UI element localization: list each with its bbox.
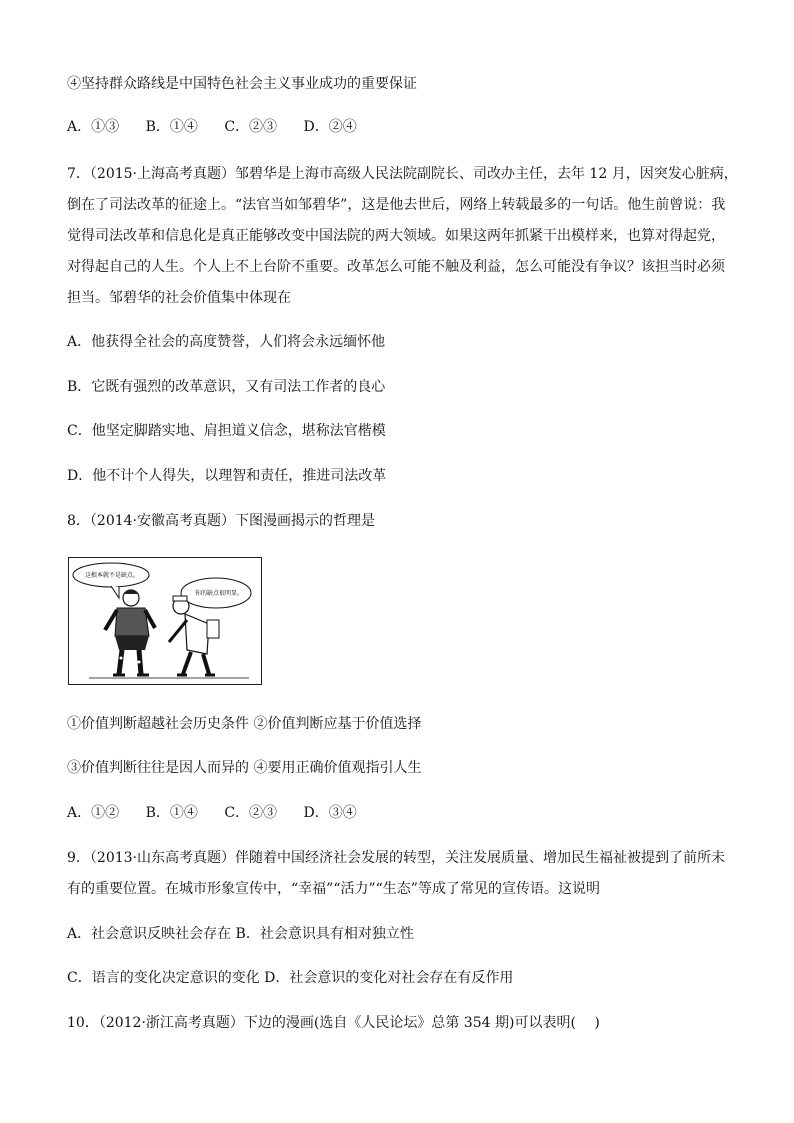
option-4-text: ④坚持群众路线是中国特色社会主义事业成功的重要保证 — [67, 76, 417, 92]
option-c[interactable]: C．②③ — [224, 119, 278, 135]
option-d[interactable]: D．③④ — [303, 805, 357, 821]
q7-option-b[interactable]: B．它既有强烈的改革意识，又有司法工作者的良心 — [67, 379, 386, 395]
q8-answer-options — [67, 801, 734, 825]
option-b[interactable]: B．①④ — [145, 805, 198, 821]
q7-stem-line-1: 7．（2015·上海高考真题）邹碧华是上海市高级人民法院副院长、司改办主任，去年 12 月，因突发心脏病， — [67, 166, 738, 182]
q8-cartoon-image — [68, 557, 262, 685]
option-d[interactable]: D．②④ — [303, 119, 357, 135]
option-b[interactable]: B．①④ — [145, 119, 198, 135]
q7-option-d[interactable]: D．他不计个人得失，以理智和责任，推进司法改革 — [67, 468, 387, 484]
q7-stem-line-2: 倒在了司法改革的征途上。“法官当如邹碧华”，这是他去世后，网络上转载最多的一句话。他生前曾说：我 — [67, 197, 726, 213]
q8-statement-1-2: ①价值判断超越社会历史条件 ②价值判断应基于价值选择 — [67, 716, 422, 732]
q9-options-c-d[interactable]: C．语言的变化决定意识的变化 D．社会意识的变化对社会存在有反作用 — [67, 970, 514, 986]
option-a[interactable]: A．①② — [67, 805, 120, 821]
q8-stem: 8．（2014·安徽高考真题）下图漫画揭示的哲理是 — [67, 513, 375, 529]
q7-option-c[interactable]: C．他坚定脚踏实地、肩担道义信念，堪称法官楷模 — [67, 423, 386, 439]
q9-stem-line-1: 9．（2013·山东高考真题）伴随着中国经济社会发展的转型，关注发展质量、增加民生福祉被提到了前所未 — [67, 850, 725, 866]
q7-stem-line-4: 对得起自己的人生。个人上不上台阶不重要。改革怎么可能不触及利益，怎么可能没有争议？该担当时必须 — [67, 259, 725, 275]
q9-options-a-b[interactable]: A．社会意识反映社会存在 B．社会意识具有相对独立性 — [67, 926, 414, 942]
left-bubble-text: 这根本就不是缺点。 — [85, 572, 140, 579]
q7-stem-line-3: 觉得司法改革和信息化是真正能够改变中国法院的两大领域。如果这两年抓紧干出模样来，也算对得起党， — [67, 228, 725, 244]
q9-stem-line-2: 有的重要位置。在城市形象宣传中，“幸福”“活力”“生态”等成了常见的宣传语。这说明 — [67, 881, 600, 897]
q7-stem-line-5: 担当。邹碧华的社会价值集中体现在 — [67, 290, 291, 306]
q8-statement-3-4: ③价值判断往往是因人而异的 ④要用正确价值观指引人生 — [67, 760, 422, 776]
option-c[interactable]: C．②③ — [224, 805, 278, 821]
q10-stem: 10．（2012·浙江高考真题）下边的漫画(选自《人民论坛》总第 354 期)可以表明( ) — [67, 1015, 600, 1031]
q7-option-a[interactable]: A．他获得全社会的高度赞誉，人们将会永远缅怀他 — [67, 334, 386, 350]
option-a[interactable]: A．①③ — [67, 119, 120, 135]
q6-answer-options — [67, 115, 734, 139]
right-bubble-text: 你的缺点很明显。 — [195, 590, 244, 597]
standing-man-figure — [105, 590, 155, 675]
